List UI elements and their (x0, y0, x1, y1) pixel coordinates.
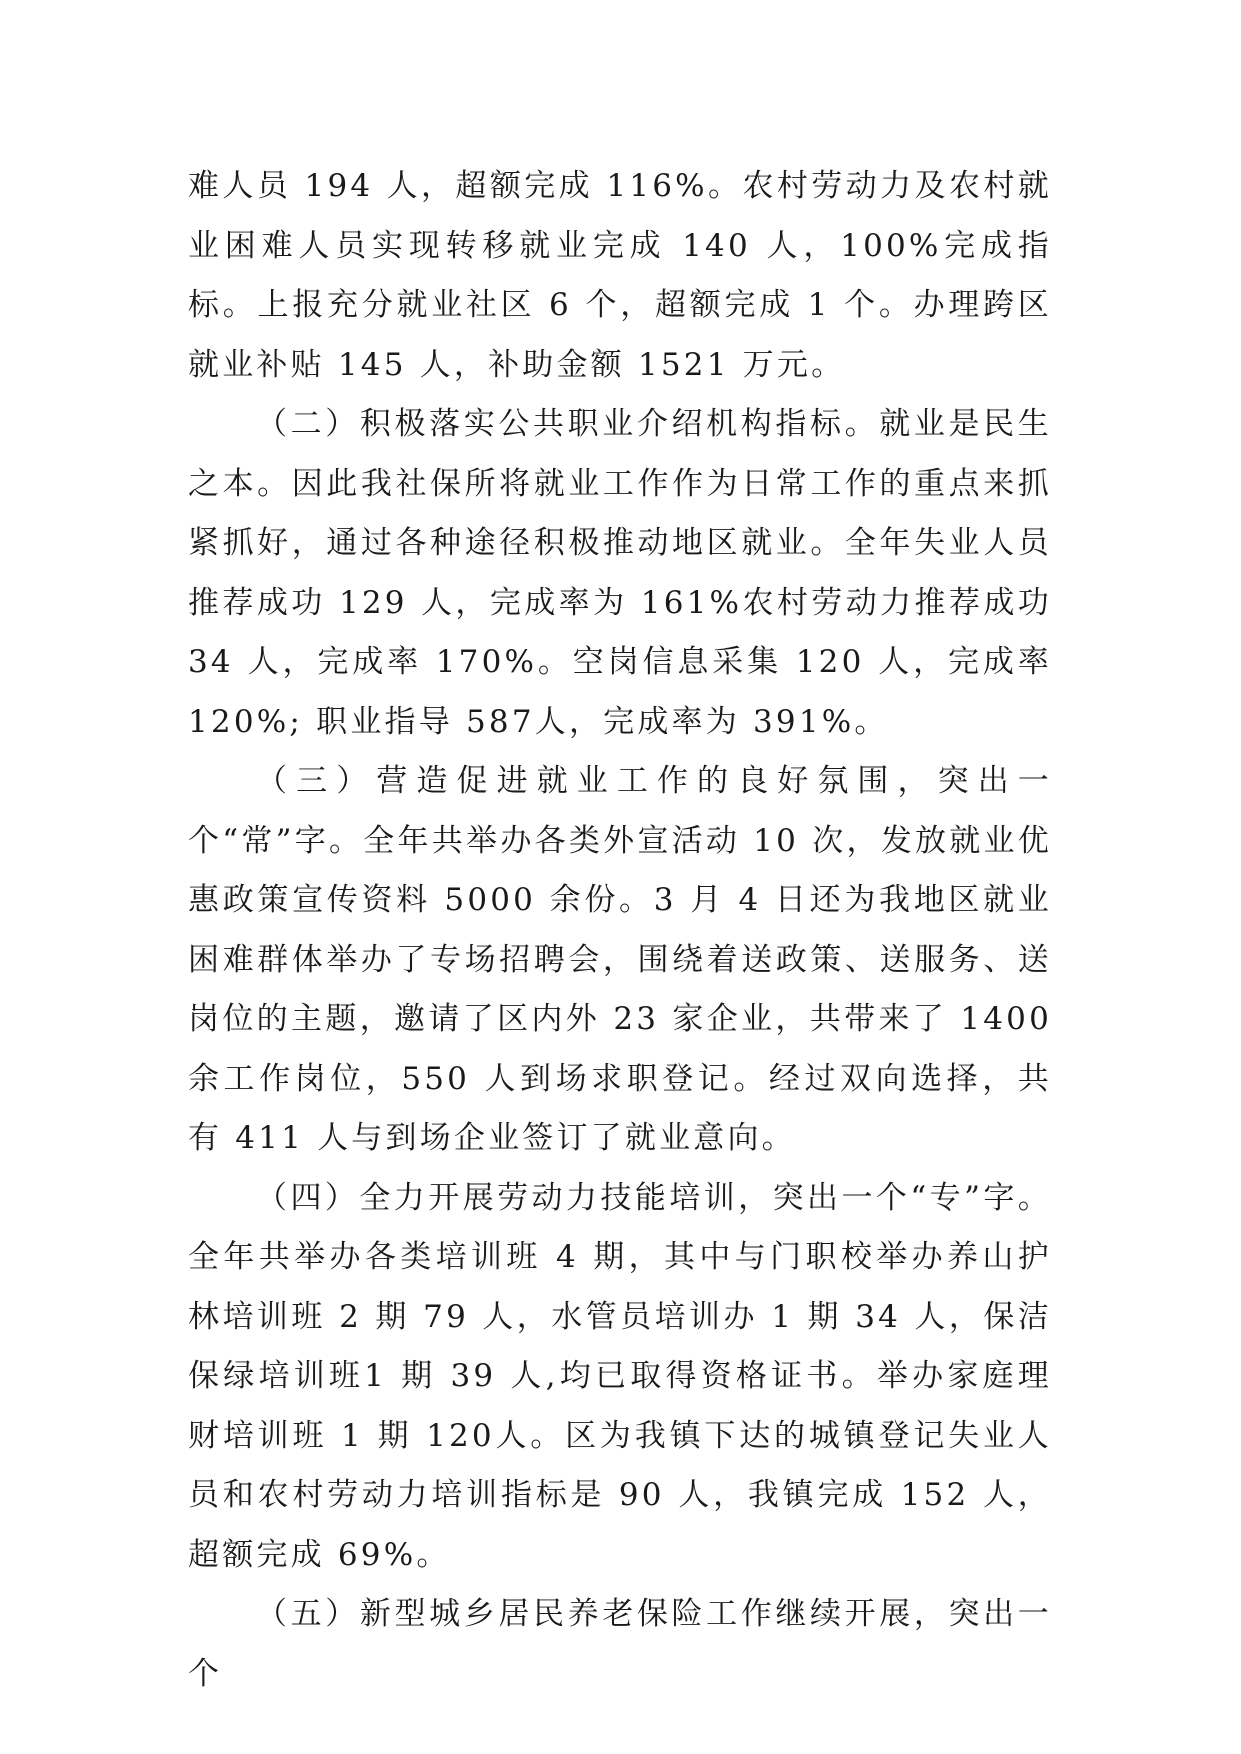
document-body (188, 157, 1052, 1704)
paragraph-section-3: （三）营造促进就业工作的良好氛围，突出一个“常”字。全年共举办各类外宣活动 10 次，发放就业优惠政策宣传资料 5000 余份。3 月 4 日还为我地区就业困难群体举办了专场招聘会，围绕着送政策、送服务、送岗位的主题，邀请了区内外 23 家企业，共带来了 1400 余工作岗位，550 人到场求职登记。经过双向选择，共有 411 人与到场企业签订了就业意向。 (188, 763, 1052, 1156)
paragraph-section-4: （四）全力开展劳动力技能培训，突出一个“专”字。全年共举办各类培训班 4 期，其中与门职校举办养山护林培训班 2 期 79 人，水管员培训办 1 期 34 人，保洁保绿培训班1 期 39 人,均已取得资格证书。举办家庭理财培训班 1 期 120人。区为我镇下达的城镇登记失业人员和农村劳动力培训指标是 90 人，我镇完成 152 人，超额完成 69%。 (188, 1179, 1052, 1573)
paragraph-section-2: （二）积极落实公共职业介绍机构指标。就业是民生之本。因此我社保所将就业工作作为日常工作的重点来抓紧抓好，通过各种途径积极推动地区就业。全年失业人员推荐成功 129 人，完成率为 161%农村劳动力推荐成功 34 人，完成率 170%。空岗信息采集 120 人，完成率 120%; 职业指导 587人，完成率为 391%。 (188, 406, 1052, 740)
paragraph-section-5: （五）新型城乡居民养老保险工作继续开展，突出一个 (188, 1596, 1052, 1692)
paragraph-employment-results: 难人员 194 人，超额完成 116%。农村劳动力及农村就业困难人员实现转移就业完成 140 人，100%完成指标。上报充分就业社区 6 个，超额完成 1 个。办理跨区就业补贴 145 人，补助金额 1521 万元。 (188, 168, 1052, 383)
